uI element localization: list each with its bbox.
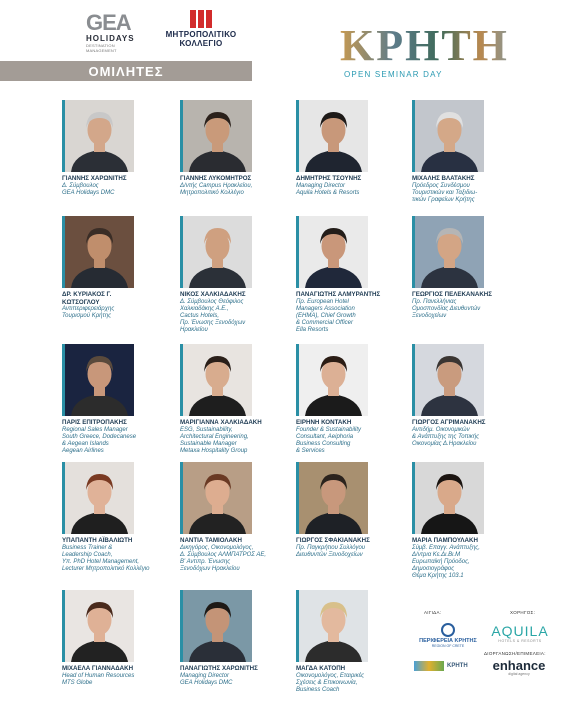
- speaker-card: [296, 100, 368, 197]
- portrait-icon: [299, 344, 368, 416]
- portrait-icon: [65, 344, 134, 416]
- portrait-icon: [183, 590, 252, 662]
- speaker-card: [296, 590, 368, 694]
- speaker-photo: [296, 590, 368, 662]
- speaker-role-line: & Ανάπτυξης της Τοπικής: [412, 433, 480, 440]
- speaker-name: [296, 175, 368, 183]
- speaker-photo: [412, 462, 484, 534]
- speaker-role-line: & Commercial Officer: [296, 320, 354, 327]
- portrait-icon: [183, 344, 252, 416]
- speaker-role-line: Ευρωπαϊκή Πρόοδος,: [412, 558, 470, 565]
- speaker-name: [296, 537, 370, 545]
- speaker-role-line: Δ/ντρια Κε.Δι.Βι.Μ: [412, 551, 461, 558]
- speaker-name: [412, 537, 484, 545]
- speaker-name: [180, 419, 262, 427]
- speaker-name: [296, 291, 380, 299]
- enhance-logo-sub: digital agency: [508, 672, 530, 676]
- speaker-role-line: Business Consulting: [296, 440, 351, 447]
- speaker-role: [180, 183, 252, 197]
- speaker-photo: [62, 462, 134, 534]
- speaker-name: [412, 291, 492, 299]
- speaker-photo: [180, 344, 252, 416]
- speaker-role: [180, 673, 258, 687]
- region-logo-name: ΠΕΡΙΦΕΡΕΙΑ ΚΡΗΤΗΣ: [419, 638, 477, 644]
- speaker-role: [62, 427, 136, 456]
- speaker-role-line: Θέμα Κρήτης 103.1: [412, 573, 464, 580]
- speaker-role: [412, 545, 484, 581]
- portrait-icon: [299, 462, 368, 534]
- speaker-name-line: ΜΙΧΑΕΛΑ ΓΙΑΝΝΑΔΑΚΗ: [62, 665, 134, 672]
- speaker-photo: [296, 462, 368, 534]
- speaker-name-line: ΜΑΡΙΓΙΑΝΝΑ ΧΑΛΚΙΑΔΑΚΗ: [180, 419, 262, 426]
- speaker-card: [412, 462, 484, 581]
- portrait-icon: [415, 216, 484, 288]
- speaker-name-line: ΓΕΩΡΓΙΟΣ ΠΕΛΕΚΑΝΑΚΗΣ: [412, 291, 492, 298]
- speaker-card: [62, 216, 134, 320]
- portrait-icon: [415, 344, 484, 416]
- portrait-icon: [299, 100, 368, 172]
- speaker-name-line: ΠΑΝΑΓΙΩΤΗΣ ΧΑΡΩΝΙΤΗΣ: [180, 665, 258, 672]
- portrait-icon: [183, 216, 252, 288]
- portrait-icon: [415, 462, 484, 534]
- speaker-name: [62, 419, 136, 427]
- speaker-role: [296, 299, 380, 335]
- speaker-card: [62, 462, 149, 573]
- speaker-role-line: ESG, Sustainability,: [180, 426, 233, 433]
- speaker-role: [180, 427, 262, 456]
- portrait-icon: [415, 100, 484, 172]
- speaker-photo: [296, 100, 368, 172]
- college-logo-icon: [188, 10, 214, 28]
- speaker-name-line: ΓΙΑΝΝΗΣ ΧΑΡΩΝΙΤΗΣ: [62, 175, 127, 182]
- speaker-name-line: ΓΙΑΝΝΗΣ ΛΥΚΟΜΗΤΡΟΣ: [180, 175, 252, 182]
- speaker-name-line: ΥΠΑΠΑΝΤΗ ΑΪΒΑΛΙΩΤΗ: [62, 537, 133, 544]
- speaker-role-line: Ξενοδόχων Ηρακλείου: [180, 566, 240, 573]
- speaker-name: [180, 537, 266, 545]
- speaker-role-line: & Aegean Islands: [62, 440, 109, 447]
- speaker-photo: [412, 344, 484, 416]
- speaker-name: [180, 665, 258, 673]
- speaker-role-line: Μητροπολιτικό Κολλέγιο: [180, 189, 244, 196]
- speaker-name: [62, 665, 134, 673]
- speaker-card: [180, 100, 252, 197]
- speaker-role-line: Πρ. Ένωσης Ξενοδόχων: [180, 320, 246, 327]
- speaker-role: [412, 299, 492, 321]
- event-subtitle: OPEN SEMINAR DAY: [344, 70, 443, 79]
- metropolitan-college-logo: [160, 10, 242, 48]
- speaker-name: [412, 419, 486, 427]
- speaker-photo: [62, 590, 134, 662]
- speaker-card: [180, 344, 262, 455]
- organizer-label: ΔΙΟΡΓΑΝΩΣΗ/ΕΠΙΜΕΛΕΙΑ:: [484, 651, 546, 656]
- portrait-icon: [299, 216, 368, 288]
- speaker-role-line: Πρόεδρος Συνδέσμου: [412, 182, 470, 189]
- speaker-name-line: ΓΙΩΡΓΟΣ ΣΦΑΚΙΑΝΑΚΗΣ: [296, 537, 370, 544]
- college-logo-line1: ΜΗΤΡΟΠΟΛΙΤΙΚΟ: [165, 30, 237, 39]
- aquila-logo: [488, 624, 552, 643]
- speaker-role-line: Leadership Coach,: [62, 551, 113, 558]
- speaker-name: [296, 665, 368, 673]
- portrait-icon: [65, 216, 134, 288]
- speaker-role-line: Δ. Σύμβουλος: [62, 182, 99, 189]
- speaker-role-line: Β' Αντιπρ. Ένωσης: [180, 558, 231, 565]
- speaker-role: [62, 673, 134, 687]
- speaker-name-line: ΝΑΝΤΙΑ ΤΑΜΙΟΛΑΚΗ: [180, 537, 242, 544]
- event-title: ΚΡΗΤΗ: [340, 24, 520, 68]
- speaker-role: [62, 306, 134, 320]
- speaker-role: [412, 427, 486, 449]
- speaker-photo: [412, 216, 484, 288]
- speaker-role-line: Ομοσπονδίας Διευθυντών: [412, 305, 481, 312]
- speaker-role-line: Head of Human Resources: [62, 672, 135, 679]
- portrait-icon: [183, 462, 252, 534]
- portrait-icon: [65, 100, 134, 172]
- speaker-role-line: Πρ. Παγκρήτιου Συλλόγου: [296, 544, 366, 551]
- speaker-photo: [180, 100, 252, 172]
- speaker-role: [296, 183, 368, 197]
- speaker-role-line: Yπ. PhD Hotel Management,: [62, 558, 140, 565]
- speaker-photo: [62, 100, 134, 172]
- section-title-banner: ΟΜΙΛΗΤΕΣ: [0, 61, 252, 81]
- speaker-name: [180, 291, 252, 299]
- speaker-role-line: Οικονομολόγος, Εταιρικές: [296, 672, 364, 679]
- portrait-icon: [65, 590, 134, 662]
- speaker-role-line: Aegean Airlines: [62, 448, 104, 455]
- gea-logo-mark: GEA: [86, 10, 131, 35]
- speaker-name-line: ΚΩΤΣΟΓΛΟΥ: [62, 298, 100, 306]
- speaker-role-line: Founder & Sustainability: [296, 426, 362, 433]
- speaker-card: [180, 216, 252, 335]
- speaker-role-line: Consultant, Aeiphoria: [296, 433, 354, 440]
- speaker-role-line: South Greece, Dodecanese: [62, 433, 137, 440]
- speaker-role-line: Δ. Σύμβουλος ΑΛΜΠΑΤΡΟΣ ΑΕ,: [180, 551, 266, 558]
- speaker-card: [412, 344, 486, 448]
- speaker-role-line: (EHMA), Chief Growth: [296, 312, 356, 319]
- speaker-photo: [62, 216, 134, 288]
- region-of-crete-logo: [418, 617, 478, 648]
- gea-holidays-logo: [86, 12, 144, 53]
- speaker-role-line: Business Trainer &: [62, 544, 113, 551]
- speaker-name: [62, 537, 149, 545]
- speaker-role-line: Ella Resorts: [296, 327, 329, 334]
- speaker-role-line: Σύμβ. Επαγγ. Ανάπτυξης,: [412, 544, 480, 551]
- speaker-role-line: Architectural Engineering,: [180, 433, 249, 440]
- speaker-role-line: Business Coach: [296, 686, 340, 693]
- speaker-name-line: ΝΙΚΟΣ ΧΑΛΚΙΑΔΑΚΗΣ: [180, 291, 246, 298]
- speaker-role-line: Δ/ντής Campus Ηρακλείου,: [180, 182, 253, 189]
- speaker-name: [180, 175, 252, 183]
- speaker-card: [62, 344, 136, 455]
- speaker-role-line: Ηρακλείου: [180, 327, 208, 334]
- speaker-role-line: Cactus Hotels,: [180, 312, 220, 319]
- speaker-name: [412, 175, 484, 183]
- speaker-role: [180, 299, 252, 335]
- speaker-role-line: & Services: [296, 448, 325, 455]
- speaker-role: [296, 427, 368, 456]
- speaker-role-line: GEA Holidays DMC: [62, 189, 115, 196]
- speaker-name-line: ΠΑΝΑΓΙΩΤΗΣ ΑΛΜΥΡΑΝΤΗΣ: [296, 291, 381, 298]
- speaker-photo: [62, 344, 134, 416]
- speaker-role-line: Σχέσεις & Επικοινωνία,: [296, 679, 358, 686]
- speaker-card: [62, 100, 134, 197]
- speaker-role-line: Metaxa Hospitality Group: [180, 448, 248, 455]
- speaker-role: [62, 545, 149, 574]
- speaker-photo: [296, 216, 368, 288]
- portrait-icon: [183, 100, 252, 172]
- speaker-card: [180, 462, 266, 573]
- gea-logo-sub: DESTINATION MANAGEMENT: [86, 43, 117, 53]
- speaker-role: [296, 545, 370, 559]
- speaker-role-line: Δημοσιογράφος: [412, 566, 455, 573]
- speaker-card: [412, 100, 484, 204]
- speaker-role-line: Αντιδήμ. Οικονομικών: [412, 426, 470, 433]
- college-logo-line2: ΚΟΛΛΕΓΙΟ: [179, 39, 223, 48]
- speaker-role-line: GEA Holidays DMC: [180, 679, 233, 686]
- sponsor-label: ΧΟΡΗΓΟΣ:: [510, 610, 536, 615]
- speaker-role-line: Τουριστικών και Ταξιδιω-: [412, 189, 478, 196]
- speaker-role: [62, 183, 134, 197]
- speaker-role-line: Δικηγόρος, Οικονομολόγος,: [180, 544, 254, 551]
- speaker-name-line: ΠΑΡΙΣ ΕΠΙΤΡΟΠΑΚΗΣ: [62, 419, 127, 426]
- speaker-name: [62, 291, 134, 306]
- speaker-role: [180, 545, 266, 574]
- kriti-logo-name: ΚΡΗΤΗ: [447, 663, 468, 669]
- speaker-role-line: Ξενοδοχείων: [412, 312, 447, 319]
- speaker-role: [412, 183, 484, 205]
- aquila-logo-name: AQUILA: [491, 623, 549, 639]
- speaker-name-line: ΜΑΓΔΑ ΚΑΤΟΠΗ: [296, 665, 346, 672]
- speaker-role-line: Δ. Σύμβουλος Θεόφιλος: [180, 298, 244, 305]
- speaker-name-line: ΓΙΩΡΓΟΣ ΑΓΡΙΜΑΝΑΚΗΣ: [412, 419, 486, 426]
- speaker-role-line: Χαλκιαδάκης Α.Ε.,: [180, 305, 229, 312]
- speaker-role-line: τικών Γραφείων Κρήτης: [412, 196, 475, 203]
- kriti-logo-mark: [414, 661, 444, 671]
- speaker-role-line: Πρ. Πανελλήνιας: [412, 298, 457, 305]
- speaker-photo: [180, 216, 252, 288]
- speaker-role-line: Regional Sales Manager: [62, 426, 128, 433]
- speaker-card: [180, 590, 258, 687]
- kriti-logo: [414, 659, 480, 673]
- portrait-icon: [65, 462, 134, 534]
- speaker-role-line: Οικονομίας Δ.Ηρακλείου: [412, 440, 477, 447]
- aquila-logo-sub: HOTELS & RESORTS: [498, 639, 542, 643]
- speaker-name-line: ΜΑΡΙΑ ΠΑΜΠΟΥΛΑΚΗ: [412, 537, 478, 544]
- speaker-role-line: Sustainable Manager: [180, 440, 237, 447]
- speaker-card: [412, 216, 492, 320]
- speaker-photo: [412, 100, 484, 172]
- speaker-name-line: ΜΙΧΑΛΗΣ ΒΛΑΤΑΚΗΣ: [412, 175, 475, 182]
- speaker-role-line: Lecturer Μητροπολιτικό Κολλέγιο: [62, 566, 150, 573]
- speaker-role-line: Managing Director: [180, 672, 230, 679]
- enhance-logo: [486, 659, 552, 676]
- region-emblem-icon: [441, 623, 455, 637]
- speaker-role-line: Τουρισμού Κρήτης: [62, 313, 111, 320]
- speaker-name-line: ΔΡ. ΚΥΡΙΑΚΟΣ Γ.: [62, 291, 112, 298]
- speaker-name: [62, 175, 134, 183]
- speaker-role-line: Aquila Hotels & Resorts: [296, 189, 360, 196]
- support-label: ΑΙΓΙΔΑ:: [424, 610, 442, 615]
- speaker-role-line: Πρ. European Hotel: [296, 298, 349, 305]
- speaker-photo: [180, 462, 252, 534]
- speaker-role-line: Managers Association: [296, 305, 355, 312]
- speaker-photo: [180, 590, 252, 662]
- speaker-role-line: Διευθυντών Ξενοδοχείων: [296, 551, 363, 558]
- speaker-card: [296, 462, 370, 559]
- speaker-name-line: ΔΗΜΗΤΡΗΣ ΤΣΟΥΝΗΣ: [296, 175, 362, 182]
- speaker-role-line: Managing Director: [296, 182, 346, 189]
- speaker-name-line: ΕΙΡΗΝΗ ΚΟΝΤΑΚΗ: [296, 419, 352, 426]
- region-logo-sub: REGION OF CRETE: [431, 644, 465, 648]
- speaker-role: [296, 673, 368, 695]
- speaker-name: [296, 419, 368, 427]
- gea-logo-holidays: HOLIDAYS: [86, 34, 135, 43]
- speaker-photo: [296, 344, 368, 416]
- portrait-icon: [299, 590, 368, 662]
- speaker-card: [296, 344, 368, 455]
- speaker-role-line: MTS Globe: [62, 679, 93, 686]
- enhance-logo-name: enhance: [492, 658, 546, 673]
- speaker-role-line: Αντιπεριφερειάρχης: [62, 306, 115, 312]
- speaker-card: [62, 590, 134, 687]
- speaker-card: [296, 216, 380, 335]
